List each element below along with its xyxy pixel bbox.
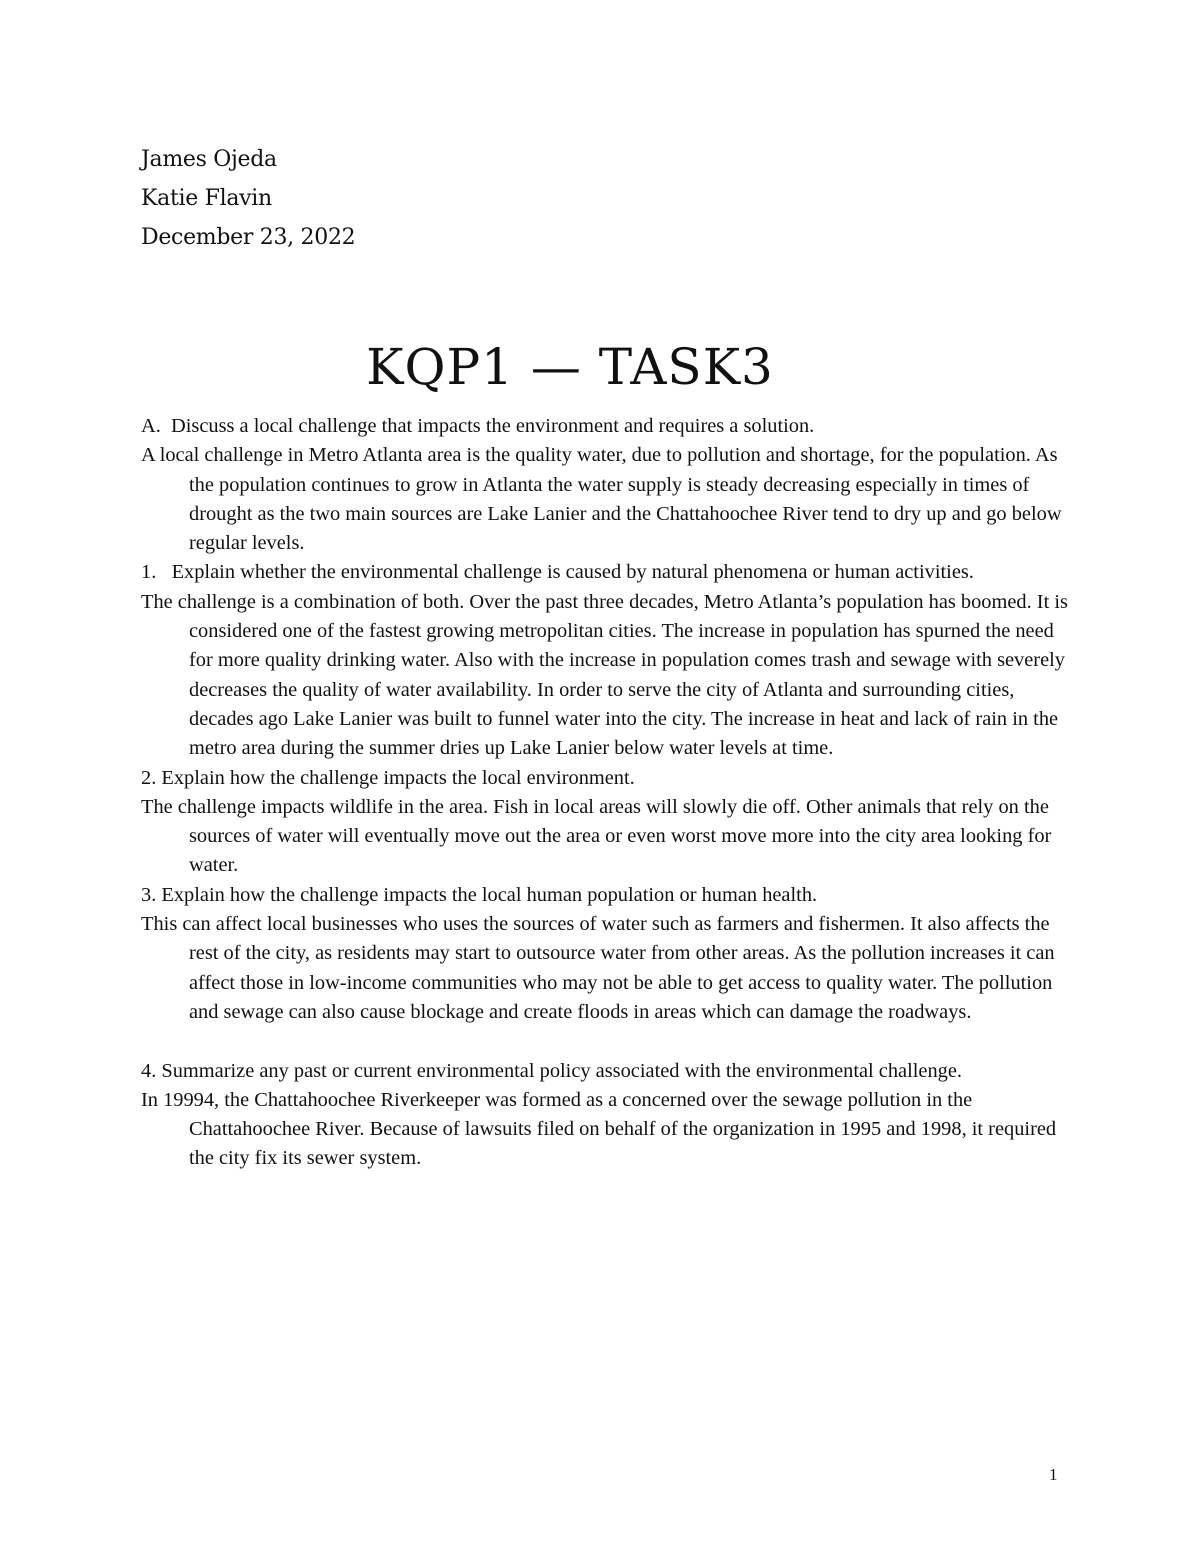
- question-3-answer: This can affect local businesses who uses the sources of water such as farmers and fishermen. It also affects the rest of the city, as residents may start to outsource water from other areas. As the pollution increases it can affect those in low-income communities who may not be able to get access to quality water. The pollution and sewage can also cause blockage and create floods in areas which can damage the roadways.: [141, 913, 1055, 1023]
- paragraph-spacer: [141, 1027, 1073, 1056]
- section-a-answer: A local challenge in Metro Atlanta area is the quality water, due to pollution and shortage, for the population. As the population continues to grow in Atlanta the water supply is steady decreasing especially in times of drought as the two main sources are Lake Lanier and the Chattahoochee River tend to dry up and go below regular levels.: [141, 444, 1062, 555]
- page-number: 1: [1049, 1465, 1058, 1484]
- question-2-answer: The challenge impacts wildlife in the area. Fish in local areas will slowly die off. Other animals that rely on the sources of water will eventually move out the area or even worst move more into the city area looking for water.: [141, 795, 1052, 877]
- question-1-prompt: 1. Explain whether the environmental challenge is caused by natural phenomena or human activities.: [141, 561, 974, 584]
- author-name: James Ojeda: [141, 147, 277, 172]
- page-title: KQP1 — TASK3: [366, 338, 774, 396]
- question-2-prompt: 2. Explain how the challenge impacts the local environment.: [141, 766, 635, 789]
- section-a-prompt: A. Discuss a local challenge that impacts the environment and requires a solution.: [141, 415, 815, 437]
- document-body: [141, 412, 1073, 1174]
- instructor-name: Katie Flavin: [141, 186, 272, 211]
- document-date: December 23, 2022: [141, 225, 356, 250]
- document-header: [141, 140, 355, 257]
- question-4-answer: In 19994, the Chattahoochee Riverkeeper was formed as a concerned over the sewage pollution in the Chattahoochee River. Because of lawsuits filed on behalf of the organization in 1995 and 1998, it required the city fix its sewer system.: [141, 1088, 1057, 1170]
- question-3-prompt: 3. Explain how the challenge impacts the local human population or human health.: [141, 883, 818, 906]
- question-1-answer: The challenge is a combination of both. Over the past three decades, Metro Atlanta’s population has boomed. It is considered one of the fastest growing metropolitan cities. The increase in population has spurned the need for more quality drinking water. Also with the increase in population comes trash and sewage with severely decreases the quality of water availability. In order to serve the city of Atlanta and surrounding cities, decades ago Lake Lanier was built to funnel water into the city. The increase in heat and lack of rain in the metro area during the summer dries up Lake Lanier below water levels at time.: [141, 590, 1068, 760]
- question-4-prompt: 4. Summarize any past or current environmental policy associated with the environmental challenge.: [141, 1059, 963, 1082]
